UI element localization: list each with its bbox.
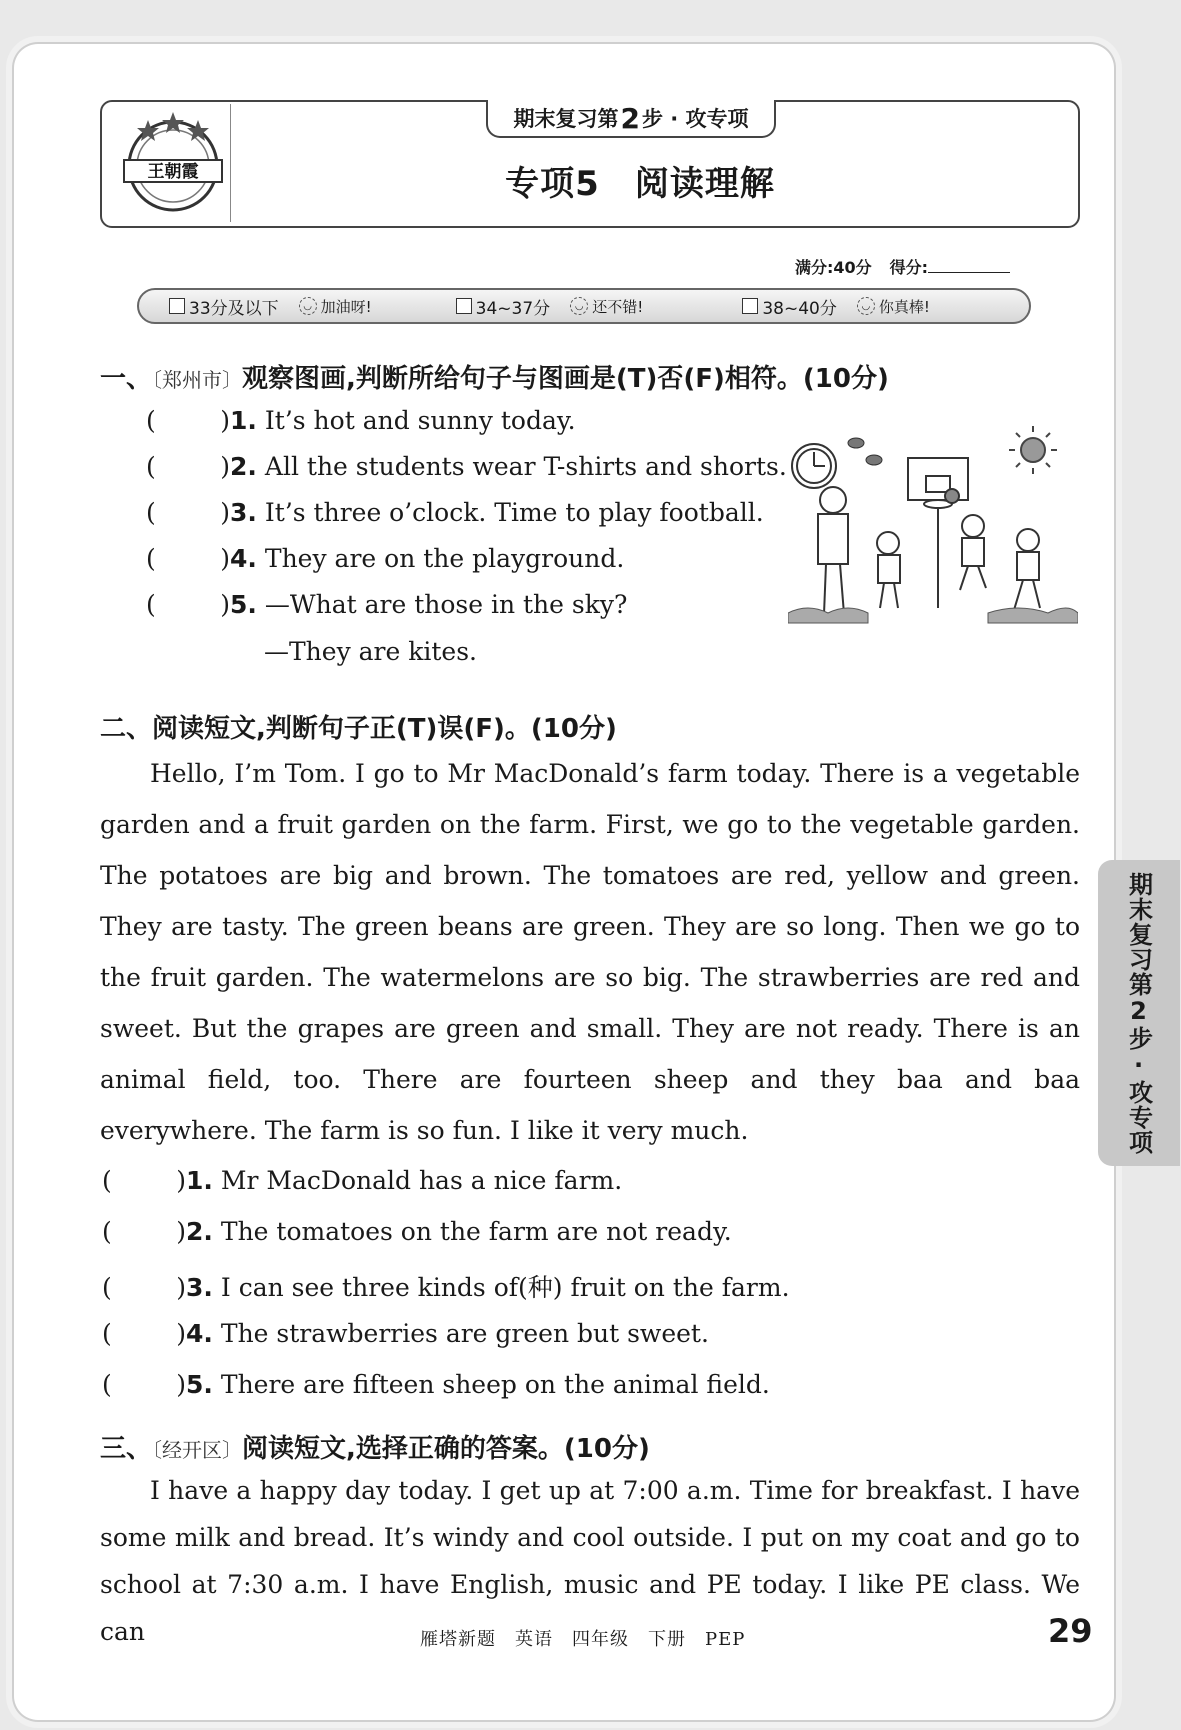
section3-title: 三、〔经开区〕阅读短文,选择正确的答案。(10分) xyxy=(100,1434,650,1464)
grade-range: 38~40分 xyxy=(762,298,837,319)
grade-item xyxy=(456,294,743,319)
playground-illustration xyxy=(788,418,1078,638)
step-prefix: 期末复习第 xyxy=(513,107,619,131)
bush-icon xyxy=(988,608,1078,623)
s2-question: ( ) 3. I can see three kinds of(种) fruit on the farm. xyxy=(102,1273,790,1302)
birds-icon xyxy=(848,438,882,465)
answer-blank[interactable]: ( ) xyxy=(102,1319,186,1348)
grade-bar xyxy=(137,288,1031,324)
s1-question: ( ) 3. It’s three o’clock. Time to play football. xyxy=(146,498,764,527)
smiley-icon: ◡ xyxy=(857,297,875,315)
s2-question: ( ) 4. The strawberries are green but sweet. xyxy=(102,1319,709,1348)
step-number: 2 xyxy=(620,101,640,135)
section2-passage: Hello, I’m Tom. I go to Mr MacDonald’s farm today. There is a vegetable garden and a fruit garden on the farm. First, we go to the vegetable garden. The potatoes are big and brown. The tomatoes are red, yellow and green. They are tasty. The green beans are green. They are so long. Then we go to the fruit garden. The watermelons are so big. The strawberries are red and sweet. But the grapes are green and small. They are not ready. There is an animal field, too. There are fourteen sheep and they baa and baa everywhere. The farm is so fun. I like it very much. xyxy=(100,759,1080,1145)
smiley-icon: ◡ xyxy=(299,297,317,315)
s1-question: ( ) 4. They are on the playground. xyxy=(146,544,625,573)
answer-blank[interactable]: ( ) xyxy=(146,544,230,573)
s2-question: ( ) 2. The tomatoes on the farm are not ready. xyxy=(102,1217,732,1246)
grade-checkbox[interactable] xyxy=(169,298,185,314)
smiley-icon: ◡ xyxy=(570,297,588,315)
grade-cheer: 还不错! xyxy=(592,297,644,316)
answer-blank[interactable]: ( ) xyxy=(146,452,230,481)
child-figure xyxy=(877,532,900,608)
answer-blank[interactable]: ( ) xyxy=(146,590,230,619)
grade-cheer: 你真棒! xyxy=(878,297,930,316)
step-banner xyxy=(486,100,776,138)
teacher-figure xyxy=(818,487,848,614)
clock-icon xyxy=(792,444,836,488)
side-tab: 期末复习第2步·攻专项 xyxy=(1098,860,1180,1166)
page-number: 29 xyxy=(1048,1612,1093,1650)
grade-cheer: 加油呀! xyxy=(320,297,372,316)
answer-blank[interactable]: ( ) xyxy=(102,1273,186,1302)
bush-icon xyxy=(788,608,868,623)
answer-blank[interactable]: ( ) xyxy=(102,1370,186,1399)
grade-range: 34~37分 xyxy=(475,298,551,319)
answer-blank[interactable]: ( ) xyxy=(146,498,230,527)
answer-blank[interactable]: ( ) xyxy=(102,1217,186,1246)
grade-item xyxy=(742,294,1029,319)
region-tag: 〔经开区〕 xyxy=(152,1438,243,1462)
child-figure xyxy=(1014,529,1040,610)
s1-question: ( ) 2. All the students wear T-shirts and shorts. xyxy=(146,452,787,481)
grade-item xyxy=(169,294,456,319)
section2-title: 二、阅读短文,判断句子正(T)误(F)。(10分) xyxy=(100,714,617,744)
grade-range: 33分及以下 xyxy=(189,298,279,319)
logo-divider xyxy=(230,104,231,222)
full-score-label: 满分:40分 xyxy=(795,258,872,277)
footer-text: 雁塔新题 英语 四年级 下册 PEP xyxy=(420,1629,746,1650)
answer-blank[interactable]: ( ) xyxy=(102,1166,186,1195)
section3-passage: I have a happy day today. I get up at 7:00 a.m. Time for breakfast. I have some milk and bread. It’s windy and cool outside. I put on my coat and go to school at 7:30 a.m. I have English, music and PE today. I like PE class. We can xyxy=(100,1476,1080,1646)
grade-checkbox[interactable] xyxy=(742,298,758,314)
s2-question: ( ) 1. Mr MacDonald has a nice farm. xyxy=(102,1166,623,1195)
region-tag: 〔郑州市〕 xyxy=(152,368,243,392)
logo-emblem xyxy=(118,108,228,218)
basketball-hoop-icon xyxy=(908,458,968,608)
logo-text: 王朝霞 xyxy=(147,162,199,182)
score-blank[interactable] xyxy=(928,255,1010,273)
grade-checkbox[interactable] xyxy=(456,298,472,314)
page-title: 专项5 阅读理解 xyxy=(505,164,775,204)
s1-answer-line: —They are kites. xyxy=(264,637,478,666)
sun-icon xyxy=(1009,426,1057,474)
step-suffix: 步 · 攻专项 xyxy=(641,107,749,131)
s1-question: ( ) 1. It’s hot and sunny today. xyxy=(146,406,576,435)
answer-blank[interactable]: ( ) xyxy=(146,406,230,435)
section1-title: 一、〔郑州市〕观察图画,判断所给句子与图画是(T)否(F)相符。(10分) xyxy=(100,364,889,394)
score-line xyxy=(795,255,1010,278)
score-label: 得分: xyxy=(890,255,1010,278)
s1-question: ( ) 5. —What are those in the sky? xyxy=(146,590,628,619)
s2-question: ( ) 5. There are fifteen sheep on the animal field. xyxy=(102,1370,770,1399)
